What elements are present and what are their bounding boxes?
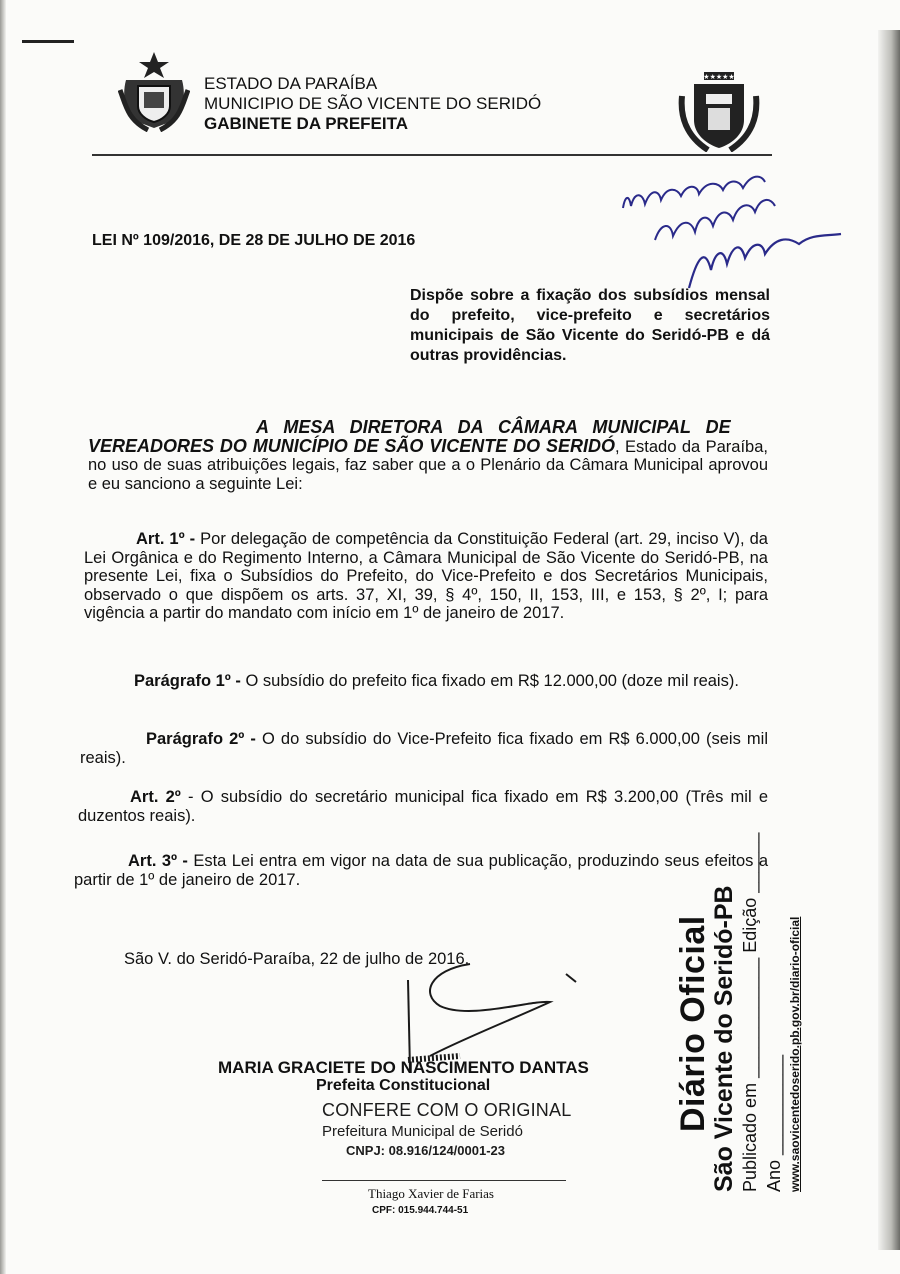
enactment-text: , Estado da Paraíba, no uso de suas atribuições legais, faz saber que a o Plenário da Câmara Municipal aprovou e eu sanciono a seguinte Lei:: [88, 437, 768, 493]
article-2: [78, 788, 768, 825]
signatory-role: Prefeita Constitucional: [316, 1077, 491, 1094]
paragraph-2-label: Parágrafo 2º -: [146, 730, 256, 748]
stamp-confere: CONFERE COM O ORIGINAL: [322, 1100, 572, 1120]
handwritten-receipt-note: [615, 160, 845, 290]
diario-title: Diário Oficial: [674, 915, 712, 1132]
article-1-label: Art. 1º -: [136, 530, 196, 548]
letterhead-state: ESTADO DA PARAÍBA: [204, 74, 378, 93]
stamp-cnpj: CNPJ: 08.916/124/0001-23: [346, 1143, 506, 1158]
stamp-institution: Prefeitura Municipal de Seridó: [322, 1123, 523, 1140]
law-summary: Dispõe sobre a fixação dos subsídios mensal do prefeito, vice-prefeito e secretários municipais de São Vicente do Seridó-PB e dá outras providências.: [410, 287, 770, 364]
letterhead-municipality: MUNICIPIO DE SÃO VICENTE DO SERIDÓ: [204, 94, 542, 113]
municipal-coat-of-arms-icon: [678, 70, 760, 152]
svg-text:★★★★★: ★★★★★: [703, 73, 735, 81]
scan-edge-left: [0, 0, 6, 1274]
enactment-bold-line1: A MESA DIRETORA DA CÂMARA MUNICIPAL DE: [256, 417, 731, 437]
scan-mark: [22, 40, 74, 43]
stamp-cpf: CPF: 015.944.744-51: [372, 1205, 469, 1216]
paragraph-1: [80, 672, 768, 691]
diario-city: São Vicente do Seridó-PB: [710, 885, 738, 1192]
state-coat-of-arms-icon: [118, 50, 190, 132]
paragraph-1-text: O subsídio do prefeito fica fixado em R$ 12.000,00 (doze mil reais).: [240, 672, 739, 690]
letterhead: [204, 74, 541, 134]
signatory-name: MARIA GRACIETE DO NASCIMENTO DANTAS: [218, 1058, 589, 1077]
law-title: LEI Nº 109/2016, DE 28 DE JULHO DE 2016: [92, 232, 416, 249]
diario-oficial-stamp: [674, 832, 802, 1200]
certified-copy-stamp: [322, 1100, 571, 1158]
stamp-signature-line: [322, 1180, 566, 1181]
article-1: [84, 530, 768, 623]
stamp-signer: Thiago Xavier de Farias: [368, 1186, 494, 1201]
article-3-text: Esta Lei entra em vigor na data de sua publicação, produzindo seus efeitos a partir de 1º de janeiro de 2017.: [74, 852, 768, 889]
article-2-text: - O subsídio do secretário municipal fica fixado em R$ 3.200,00 (Três mil e duzentos reais).: [78, 788, 769, 825]
diario-year: Ano __________: [764, 1054, 784, 1192]
article-3-label: Art. 3º -: [128, 852, 188, 870]
diario-published: Publicado em ____________ Edição ______: [740, 832, 760, 1192]
letterhead-office: GABINETE DA PREFEITA: [204, 114, 409, 133]
article-3: [74, 852, 768, 889]
paragraph-2: [80, 730, 768, 767]
enactment-bold-line2: VEREADORES DO MUNICÍPIO DE SÃO VICENTE DO SERIDÓ: [88, 435, 616, 456]
diario-url[interactable]: www.saovicentedoserido.pb.gov.br/diario-oficial: [788, 916, 802, 1192]
paragraph-1-label: Parágrafo 1º -: [134, 672, 241, 690]
enactment-paragraph: [88, 418, 768, 493]
paragraph-2-text: O do subsídio do Vice-Prefeito fica fixado em R$ 6.000,00 (seis mil reais).: [80, 730, 768, 767]
article-2-label: Art. 2º: [130, 788, 181, 806]
article-1-text: Por delegação de competência da Constituição Federal (art. 29, inciso V), da Lei Orgânica e do Regimento Interno, a Câmara Municipal de São Vicente do Seridó-PB, na presente Lei, fixa o Subsídios do Prefeito, do Vice-Prefeito e dos Secretários Municipais, observado o que dispõem os arts. 37, XI, 39, § 4º, 150, II, 153, III, e 153, § 2º, I; para vigência a partir do mandato com início em 1º de janeiro de 2017.: [84, 530, 768, 622]
header-divider: [92, 154, 772, 156]
scan-edge-right: [878, 30, 900, 1250]
place-and-date: São V. do Seridó-Paraíba, 22 de julho de 2016.: [124, 950, 470, 968]
